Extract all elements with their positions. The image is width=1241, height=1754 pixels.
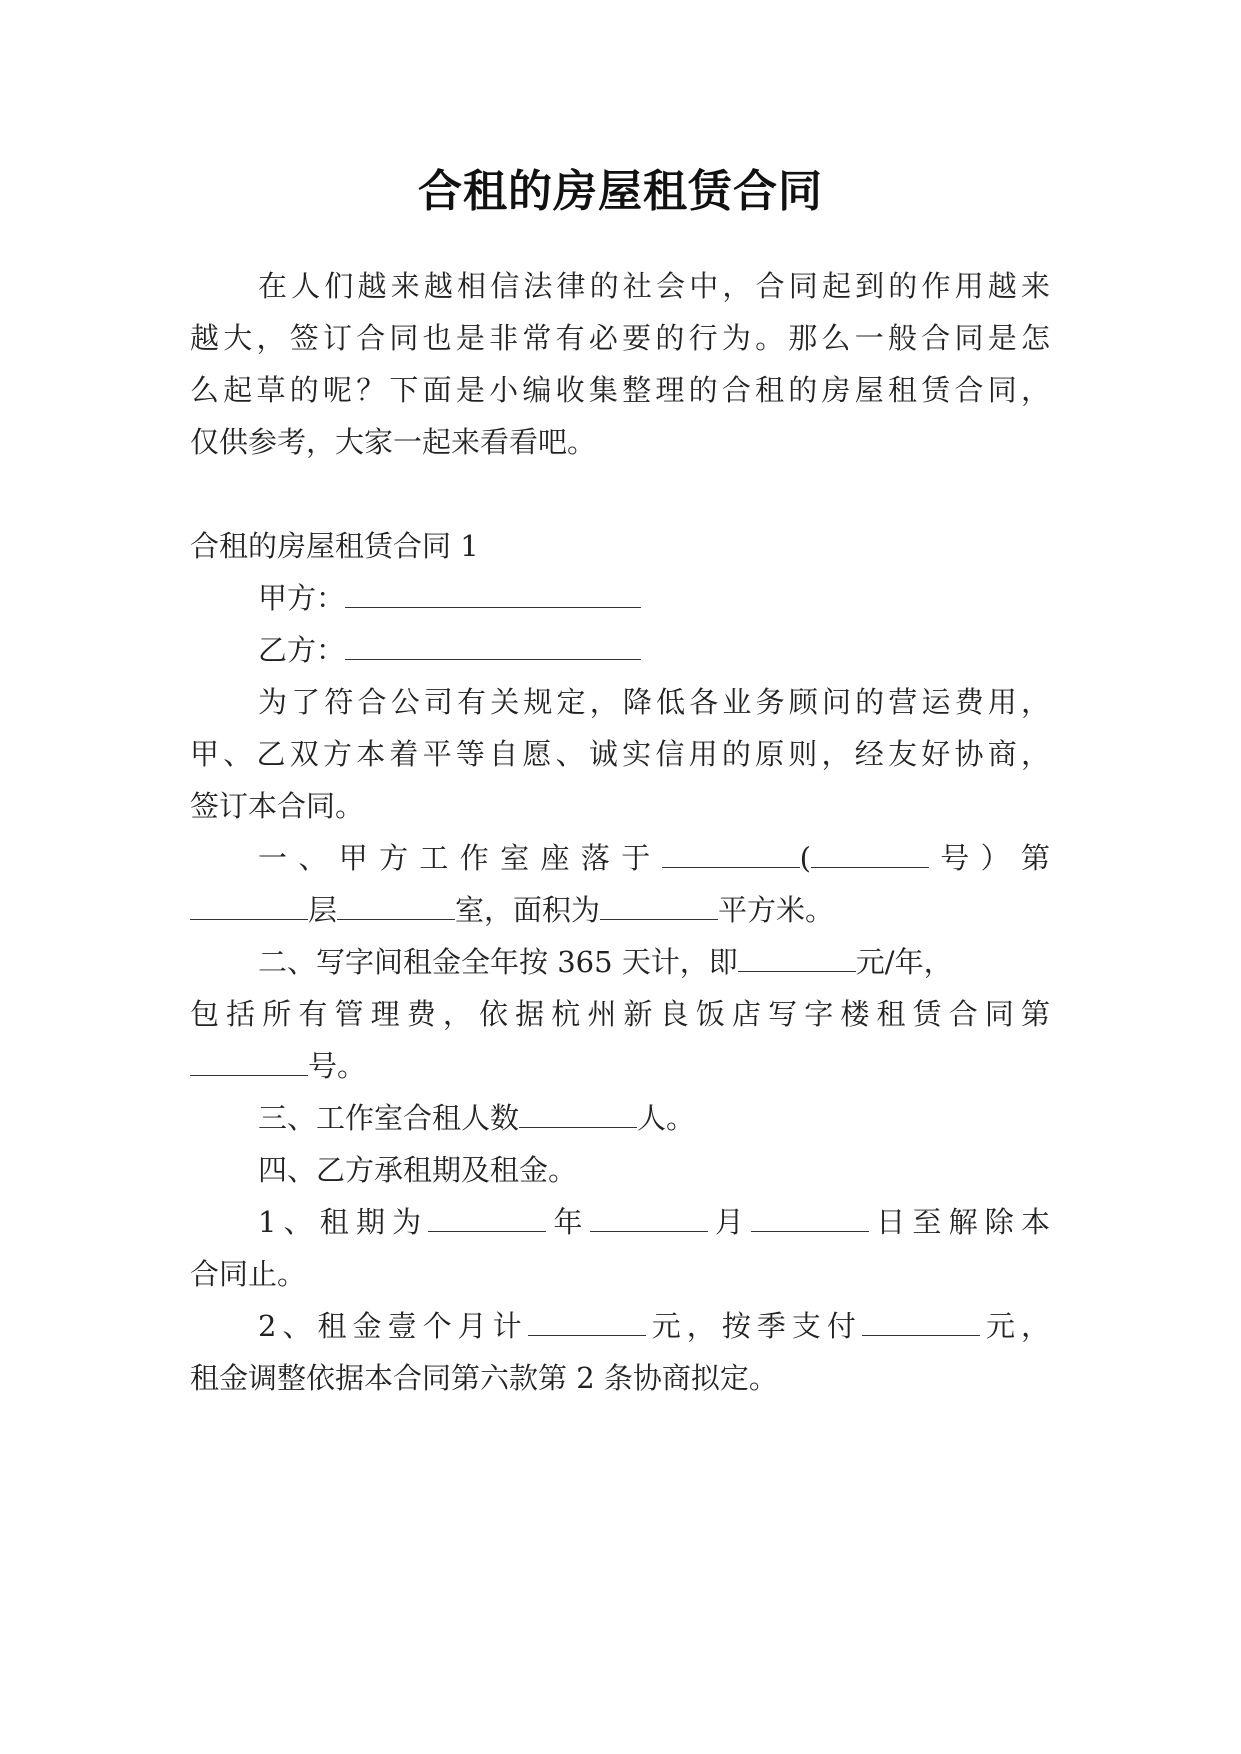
party-b-blank[interactable] [345,633,641,660]
item1-year-label: 年 [546,1205,590,1239]
clause1-floor-blank[interactable] [190,893,308,920]
item1-line-1 [258,1202,1050,1242]
clause1-text-a: 一、甲方工作室座落于 [258,841,662,875]
clause1-line-1 [258,838,1050,878]
item2-text-c: 元， [979,1309,1050,1343]
party-b-line [258,630,1050,670]
item1-text-a: 1、租期为 [258,1205,429,1239]
party-a-label: 甲方： [258,581,346,615]
item1-day-blank[interactable] [751,1205,869,1232]
clause3-people-blank[interactable] [519,1101,637,1128]
item1-line-2: 合同止。 [190,1257,307,1291]
item1-year-blank[interactable] [428,1205,546,1232]
clause1-paren: ( [799,841,811,875]
item1-month-label: 月 [707,1205,752,1239]
intro-line-1: 在人们越来越相信法律的社会中，合同起到的作用越来 [258,269,1050,303]
section-heading: 合租的房屋租赁合同 1 [190,529,479,563]
item2-line-1 [258,1306,1050,1346]
clause2-line-1 [258,942,1050,982]
clause2-rent-blank[interactable] [738,945,856,972]
clause4-line: 四、乙方承租期及租金。 [258,1153,578,1187]
clause2-text-end: 号。 [308,1049,367,1083]
item1-month-blank[interactable] [590,1205,708,1232]
clause2-unit: 元/年， [855,945,953,979]
intro-line-2: 越大，签订合同也是非常有必要的行为。那么一般合同是怎 [190,321,1050,355]
intro-line-3: 么起草的呢？下面是小编收集整理的合租的房屋租赁合同， [190,373,1050,407]
clause3-unit: 人。 [637,1101,696,1135]
item1-text-b: 日至解除本 [869,1205,1050,1239]
document-title: 合租的房屋租赁合同 [418,166,823,217]
item2-quarterly-blank[interactable] [862,1309,980,1336]
item2-text-b: 元，按季支付 [645,1309,862,1343]
clause1-location-blank[interactable] [662,841,800,868]
clause2-text-a: 二、写字间租金全年按 365 天计，即 [258,945,738,979]
clause1-room-blank[interactable] [337,893,455,920]
clause2-line-3 [190,1046,1050,1086]
clause1-unit: 平方米。 [718,893,835,927]
clause1-line-2 [190,890,1050,930]
item2-monthly-blank[interactable] [528,1309,646,1336]
party-a-line [258,578,1050,618]
clause1-area-blank[interactable] [600,893,718,920]
clause3-text: 三、工作室合租人数 [258,1101,520,1135]
clause1-area-text: 室，面积为 [455,893,601,927]
clause2-line-2: 包括所有管理费，依据杭州新良饭店写字楼租赁合同第 [190,997,1050,1031]
clause2-contract-no-blank[interactable] [190,1049,308,1076]
clause1-text-b: 号）第 [928,841,1050,875]
purpose-line-3: 签订本合同。 [190,789,365,823]
intro-line-4: 仅供参考，大家一起来看看吧。 [190,425,597,459]
clause1-floor-label: 层 [308,893,338,927]
purpose-line-2: 甲、乙双方本着平等自愿、诚实信用的原则，经友好协商， [190,737,1050,771]
party-b-label: 乙方： [258,633,346,667]
party-a-blank[interactable] [345,581,641,608]
clause3-line [258,1098,1050,1138]
item2-line-2: 租金调整依据本合同第六款第 2 条协商拟定。 [190,1361,778,1395]
clause1-number-blank[interactable] [811,841,929,868]
purpose-line-1: 为了符合公司有关规定，降低各业务顾问的营运费用， [258,685,1050,719]
item2-text-a: 2、租金壹个月计 [258,1309,528,1343]
